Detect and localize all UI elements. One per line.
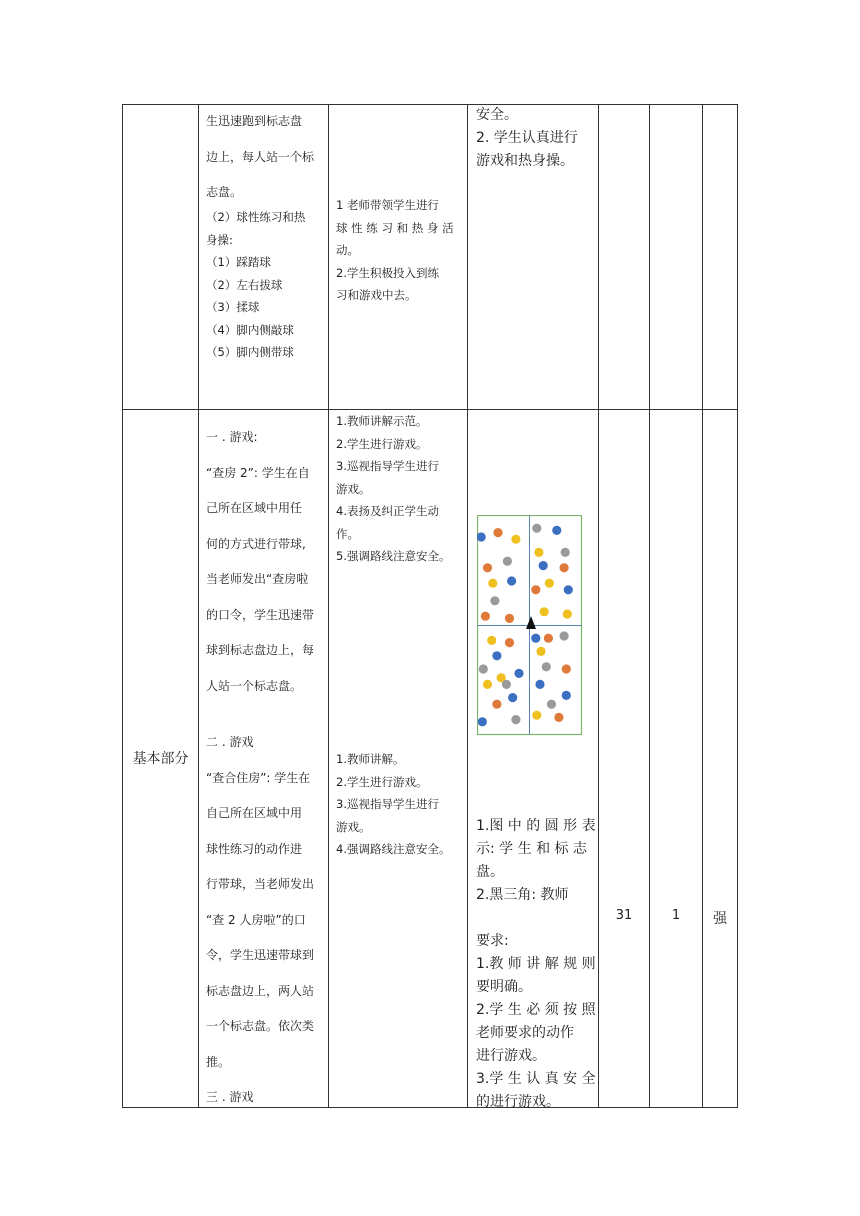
intensity-value: 强: [713, 911, 727, 927]
text-line: 5.强调路线注意安全。: [336, 549, 451, 563]
list-item: （4）脚内侧敲球: [206, 322, 294, 337]
text-line: “查合住房”: 学生在: [206, 770, 311, 785]
time-value: 31: [615, 908, 633, 923]
game1-description: [206, 420, 326, 704]
text-line: 2.学生进行游戏。: [336, 436, 428, 451]
row1-teaching-cell: [336, 194, 464, 307]
text-line: [476, 907, 592, 930]
text-line: 习和游戏中去。: [336, 288, 417, 302]
text-line: 人站一个标志盘。: [206, 678, 303, 693]
dot-gray: [547, 700, 556, 709]
text-line: 身操:: [206, 232, 233, 247]
text-line: 2.学 生 必 须 按 照: [476, 1002, 596, 1018]
text-line: 1.教师讲解示范。: [336, 414, 428, 428]
list-item: （2）左右拔球: [206, 277, 283, 292]
text-line: 球到标志盘边上，每: [206, 643, 315, 657]
dot-blue: [507, 576, 516, 585]
text-line: 行带球，当老师发出: [206, 877, 315, 891]
dot-yellow: [532, 711, 541, 720]
dot-blue: [508, 693, 517, 702]
dot-gray: [479, 664, 488, 673]
dot-yellow: [536, 647, 545, 656]
text-line: 二 . 游戏: [206, 735, 254, 749]
dot-orange: [544, 634, 553, 643]
dot-gray: [511, 715, 520, 724]
dot-gray: [502, 680, 511, 689]
text-line: 一 . 游戏:: [206, 430, 258, 444]
dot-blue: [531, 634, 540, 643]
dot-blue: [514, 669, 523, 678]
dot-blue: [492, 651, 501, 660]
text-line: 2. 学生认真进行: [476, 130, 578, 146]
list-item: （1）踩踏球: [206, 255, 271, 269]
text-line: 安全。: [476, 107, 518, 123]
text-line: 自己所在区域中用: [206, 806, 303, 820]
text-line: “查 2 人房啦”的口: [206, 912, 306, 927]
text-line: 推。: [206, 1054, 231, 1069]
text-line: 一个标志盘。依次类: [206, 1019, 315, 1033]
text-line: 1.图 中 的 圆 形 表: [476, 818, 596, 834]
section-label: 基本部分: [132, 751, 189, 767]
text-line: 游戏。: [336, 481, 371, 496]
dot-orange: [483, 563, 492, 572]
text-line: 球性练习的动作进: [206, 841, 303, 856]
text-line: 1.教师讲解。: [336, 752, 405, 766]
diagram-notes: [476, 815, 596, 1114]
dot-yellow: [563, 609, 572, 618]
dot-blue: [564, 585, 573, 594]
text-line: 的口令，学生迅速带: [206, 607, 315, 622]
text-line: 4.强调路线注意安全。: [336, 842, 451, 856]
dot-yellow: [545, 579, 554, 588]
dot-blue: [552, 526, 561, 535]
text-line: “查房 2”: 学生在自: [206, 465, 310, 480]
text-line: 令，学生迅速带球到: [206, 948, 315, 962]
count-value: 1: [671, 908, 681, 923]
row1-content-cell: [206, 104, 324, 211]
dot-yellow: [487, 636, 496, 645]
dot-blue: [478, 717, 487, 726]
dot-orange: [481, 612, 490, 621]
text-line: 当老师发出“查房啦: [206, 572, 309, 586]
dot-gray: [532, 524, 541, 533]
dot-orange: [554, 713, 563, 722]
dot-orange: [531, 585, 540, 594]
text-line: 1.教 师 讲 解 规 则: [476, 956, 596, 972]
dot-blue: [539, 561, 548, 570]
text-line: 要明确。: [476, 979, 532, 995]
text-line: 老师要求的动作: [476, 1025, 574, 1041]
text-line: 3.学 生 认 真 安 全: [476, 1071, 596, 1087]
game1-teaching: [336, 410, 464, 568]
text-line: 何的方式进行带球,: [206, 536, 306, 551]
text-line: 志盘。: [206, 185, 243, 199]
text-line: 边上，每人站一个标: [206, 149, 315, 164]
text-line: 2.学生积极投入到练: [336, 265, 439, 280]
text-line: 游戏。: [336, 819, 371, 834]
text-line: 1 老师带领学生进行: [336, 198, 439, 212]
dot-yellow: [511, 535, 520, 544]
dot-yellow: [488, 579, 497, 588]
text-line: 游戏和热身操。: [476, 153, 574, 169]
dot-orange: [492, 700, 501, 709]
list-item: （3）揉球: [206, 300, 260, 314]
list-item: （5）脚内侧带球: [206, 345, 294, 359]
text-line: 生迅速跑到标志盘: [206, 114, 303, 128]
text-line: 要求:: [476, 933, 509, 949]
dot-orange: [560, 563, 569, 572]
field-diagram: [477, 515, 583, 736]
dot-gray: [542, 662, 551, 671]
dot-orange: [505, 638, 514, 647]
text-line: 3.巡视指导学生进行: [336, 459, 439, 473]
dot-yellow: [534, 548, 543, 557]
dot-yellow: [483, 680, 492, 689]
text-line: （2）球性练习和热: [206, 210, 306, 224]
dot-orange: [562, 664, 571, 673]
text-line: 球 性 练 习 和 热 身 活: [336, 220, 454, 235]
dot-orange: [493, 528, 502, 537]
text-line: 三 . 游戏: [206, 1090, 254, 1104]
dot-yellow: [540, 607, 549, 616]
dot-gray: [503, 557, 512, 566]
text-line: 的进行游戏。: [476, 1094, 560, 1110]
text-line: 标志盘边上，两人站: [206, 983, 315, 998]
text-line: 3.巡视指导学生进行: [336, 797, 439, 811]
text-line: 动。: [336, 243, 359, 257]
row1-notes-cell: [476, 104, 594, 173]
dot-orange: [505, 614, 514, 623]
text-line: 2.黑三角: 教师: [476, 887, 569, 903]
game2-teaching: [336, 748, 464, 861]
row1-drill-list: [206, 206, 324, 364]
text-line: 4.表扬及纠正学生动: [336, 504, 439, 518]
dot-blue: [535, 680, 544, 689]
text-line: 盘。: [476, 864, 504, 880]
text-line: 作。: [336, 526, 359, 541]
text-line: 己所在区域中用任: [206, 501, 303, 515]
text-line: 示: 学 生 和 标 志: [476, 841, 587, 857]
dot-gray: [490, 596, 499, 605]
text-line: 2.学生进行游戏。: [336, 774, 428, 789]
text-line: 进行游戏。: [476, 1048, 546, 1064]
dot-gray: [560, 631, 569, 640]
dot-blue: [477, 532, 486, 541]
game2-description: [206, 725, 326, 1116]
dot-gray: [561, 548, 570, 557]
dot-blue: [562, 691, 571, 700]
